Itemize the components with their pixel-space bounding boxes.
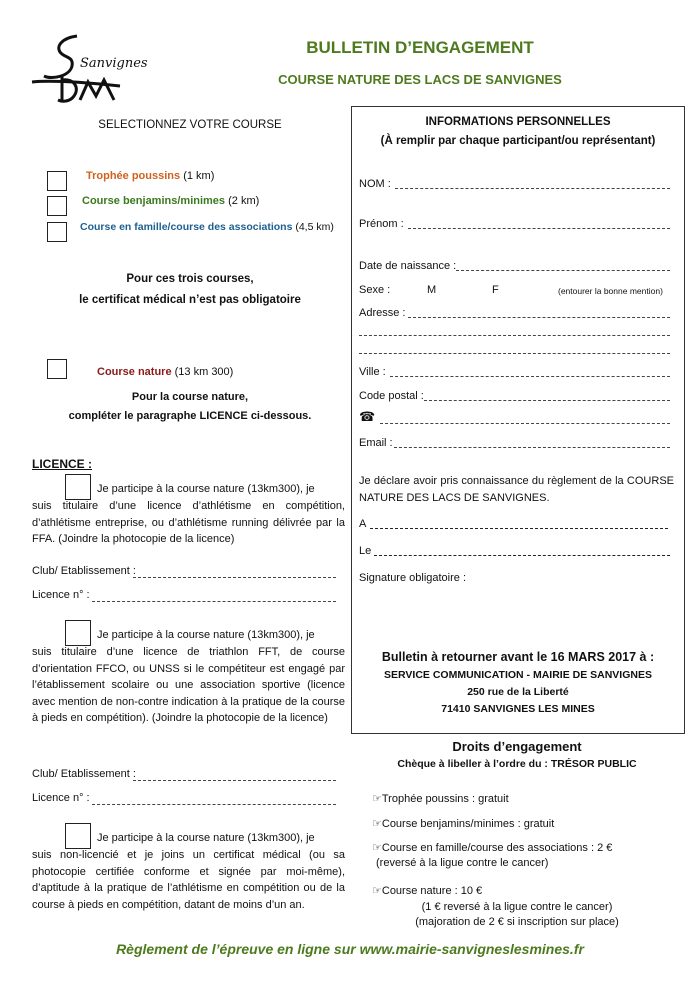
nom-label: NOM : bbox=[359, 178, 391, 190]
email-label: Email : bbox=[359, 437, 393, 449]
adresse-label: Adresse : bbox=[359, 307, 406, 319]
return-address-line2: 250 rue de la Liberté bbox=[467, 686, 569, 698]
fee-nature-note2: (majoration de 2 € si inscription sur place) bbox=[415, 916, 619, 928]
personal-info-subheading: (À remplir par chaque participant/ou représentant) bbox=[380, 135, 656, 147]
prenom-field[interactable] bbox=[408, 228, 670, 229]
fee-text: Trophée poussins : gratuit bbox=[381, 793, 509, 805]
fee-nature-note1: (1 € reversé à la ligue contre le cancer) bbox=[421, 901, 613, 913]
club-field-2[interactable] bbox=[133, 780, 336, 781]
checkbox-course-benjamins[interactable] bbox=[47, 196, 67, 216]
fee-text: Course nature : 10 € bbox=[381, 885, 483, 897]
page-title: BULLETIN D’ENGAGEMENT bbox=[306, 38, 534, 57]
code-postal-field[interactable] bbox=[424, 400, 670, 401]
footer-rules-link: Règlement de l’épreuve en ligne sur www.mairie-sanvigneslesmines.fr bbox=[116, 941, 584, 957]
club-label-1: Club/ Etablissement : bbox=[32, 565, 136, 577]
race-distance: (4,5 km) bbox=[295, 221, 334, 233]
le-field[interactable] bbox=[374, 555, 670, 556]
ville-label: Ville : bbox=[359, 366, 386, 378]
race-distance: (13 km 300) bbox=[174, 366, 234, 378]
no-certificate-note-line2: le certificat médical n’est pas obligatoire bbox=[79, 294, 301, 306]
nature-note-line1: Pour la course nature, bbox=[131, 391, 249, 403]
email-field[interactable] bbox=[394, 447, 670, 448]
race-benjamins-minimes bbox=[82, 195, 259, 207]
fee-text: Course benjamins/minimes : gratuit bbox=[381, 818, 555, 830]
licence-number-label-2: Licence n° : bbox=[32, 792, 90, 804]
race-name: Course nature bbox=[97, 366, 172, 378]
fee-item-famille bbox=[372, 841, 658, 854]
licence-number-label-1: Licence n° : bbox=[32, 589, 90, 601]
checkbox-course-nature[interactable] bbox=[47, 359, 67, 379]
race-famille-associations bbox=[80, 221, 334, 233]
sexe-m-option[interactable]: M bbox=[427, 284, 437, 296]
licence-ffa-first-line: Je participe à la course nature (13km300), je bbox=[97, 483, 315, 495]
hand-pointer-icon: ☞ bbox=[372, 841, 382, 854]
code-postal-label: Code postal : bbox=[359, 390, 424, 402]
licence-number-field-1[interactable] bbox=[92, 601, 336, 602]
nom-field[interactable] bbox=[395, 188, 670, 189]
hand-pointer-icon: ☞ bbox=[372, 792, 382, 805]
fee-item-benjamins bbox=[372, 817, 554, 830]
race-name: Trophée poussins bbox=[86, 170, 181, 182]
fees-title: Droits d’engagement bbox=[452, 739, 582, 754]
fee-item-nature bbox=[372, 884, 482, 897]
licence-heading: LICENCE : bbox=[32, 457, 92, 471]
ville-field[interactable] bbox=[390, 376, 670, 377]
non-licencie-first-line: Je participe à la course nature (13km300), je bbox=[97, 832, 315, 844]
checkbox-licence-fft-ffco-unss[interactable] bbox=[65, 620, 91, 646]
fee-item-trophee bbox=[372, 792, 509, 805]
checkbox-course-famille[interactable] bbox=[47, 222, 67, 242]
adresse-field-2[interactable] bbox=[359, 335, 670, 336]
fee-text: Course en famille/course des associations : 2 € bbox=[381, 842, 613, 854]
race-name: Course en famille/course des associations bbox=[80, 221, 293, 233]
prenom-label: Prénom : bbox=[359, 218, 404, 230]
signature-label: Signature obligatoire : bbox=[359, 572, 467, 584]
select-course-heading: SELECTIONNEZ VOTRE COURSE bbox=[98, 119, 282, 131]
phone-icon: ☎ bbox=[359, 410, 376, 425]
race-distance: (1 km) bbox=[183, 170, 215, 182]
club-label-2: Club/ Etablissement : bbox=[32, 768, 136, 780]
checkbox-non-licencie[interactable] bbox=[65, 823, 91, 849]
return-deadline: Bulletin à retourner avant le 16 MARS 2017 à : bbox=[381, 650, 655, 664]
race-distance: (2 km) bbox=[228, 195, 260, 207]
nature-note-line2: compléter le paragraphe LICENCE ci-dessous. bbox=[68, 410, 312, 422]
personal-info-heading: INFORMATIONS PERSONNELLES bbox=[425, 116, 611, 128]
le-label: Le bbox=[359, 545, 372, 557]
sexe-f-option[interactable]: F bbox=[492, 284, 499, 296]
licence-number-field-2[interactable] bbox=[92, 804, 336, 805]
return-address-line1: SERVICE COMMUNICATION - MAIRIE DE SANVIGNES bbox=[384, 669, 652, 681]
fee-famille-note: (reversé à la ligue contre le cancer) bbox=[376, 857, 549, 869]
logo-text: Sanvignes bbox=[80, 56, 148, 71]
hand-pointer-icon: ☞ bbox=[372, 884, 382, 897]
adresse-field-3[interactable] bbox=[359, 353, 670, 354]
birthdate-field[interactable] bbox=[456, 270, 670, 271]
a-field[interactable] bbox=[370, 528, 668, 529]
no-certificate-note-line1: Pour ces trois courses, bbox=[126, 273, 254, 285]
race-course-nature bbox=[97, 366, 233, 378]
club-field-1[interactable] bbox=[133, 577, 336, 578]
licence-fft-first-line: Je participe à la course nature (13km300), je bbox=[97, 629, 315, 641]
sexe-label: Sexe : bbox=[359, 284, 391, 296]
licence-fft-text: suis titulaire d’une licence de triathlon FFT, de course d’orientation FFCO, ou UNSS si le compétiteur est engagé par l’établissement scolaire ou une association sportive (licence avec mention de non-contre indication à la pratique de la course à pieds en compétition). (Joindre la photocopie de la licence) bbox=[32, 646, 345, 724]
checkbox-trophee-poussins[interactable] bbox=[47, 171, 67, 191]
hand-pointer-icon: ☞ bbox=[372, 817, 382, 830]
phone-field[interactable] bbox=[380, 423, 670, 424]
birthdate-label: Date de naissance : bbox=[359, 260, 457, 272]
adresse-field-1[interactable] bbox=[408, 317, 670, 318]
checkbox-licence-ffa[interactable] bbox=[65, 474, 91, 500]
signature-area[interactable] bbox=[359, 588, 674, 642]
race-name: Course benjamins/minimes bbox=[82, 195, 226, 207]
non-licencie-text: suis non-licencié et je joins un certificat médical (ou sa photocopie certifiée conforme et signée par moi-même), d’aptitude à la pratique de l’athlétisme en compétition ou de la course à pieds en compétition, datant de moins d’un an. bbox=[32, 849, 345, 911]
page-subtitle: COURSE NATURE DES LACS DE SANVIGNES bbox=[278, 72, 562, 87]
licence-ffa-text: suis titulaire d’une licence d’athlétisme en compétition, d’athlétisme entreprise, ou d’athlétisme running délivrée par la FFA. (Joindre la photocopie de la licence) bbox=[32, 500, 345, 545]
race-trophee-poussins bbox=[86, 170, 214, 182]
declaration-text: Je déclare avoir pris connaissance du règlement de la COURSE NATURE DES LACS DE SANVIGNES. bbox=[359, 475, 674, 504]
a-label: A bbox=[359, 518, 367, 530]
sanvignes-logo bbox=[22, 30, 162, 110]
sexe-note: (entourer la bonne mention) bbox=[558, 286, 663, 296]
fees-cheque-instruction: Chèque à libeller à l’ordre du : TRÉSOR PUBLIC bbox=[397, 758, 637, 770]
return-address-line3: 71410 SANVIGNES LES MINES bbox=[441, 703, 595, 715]
